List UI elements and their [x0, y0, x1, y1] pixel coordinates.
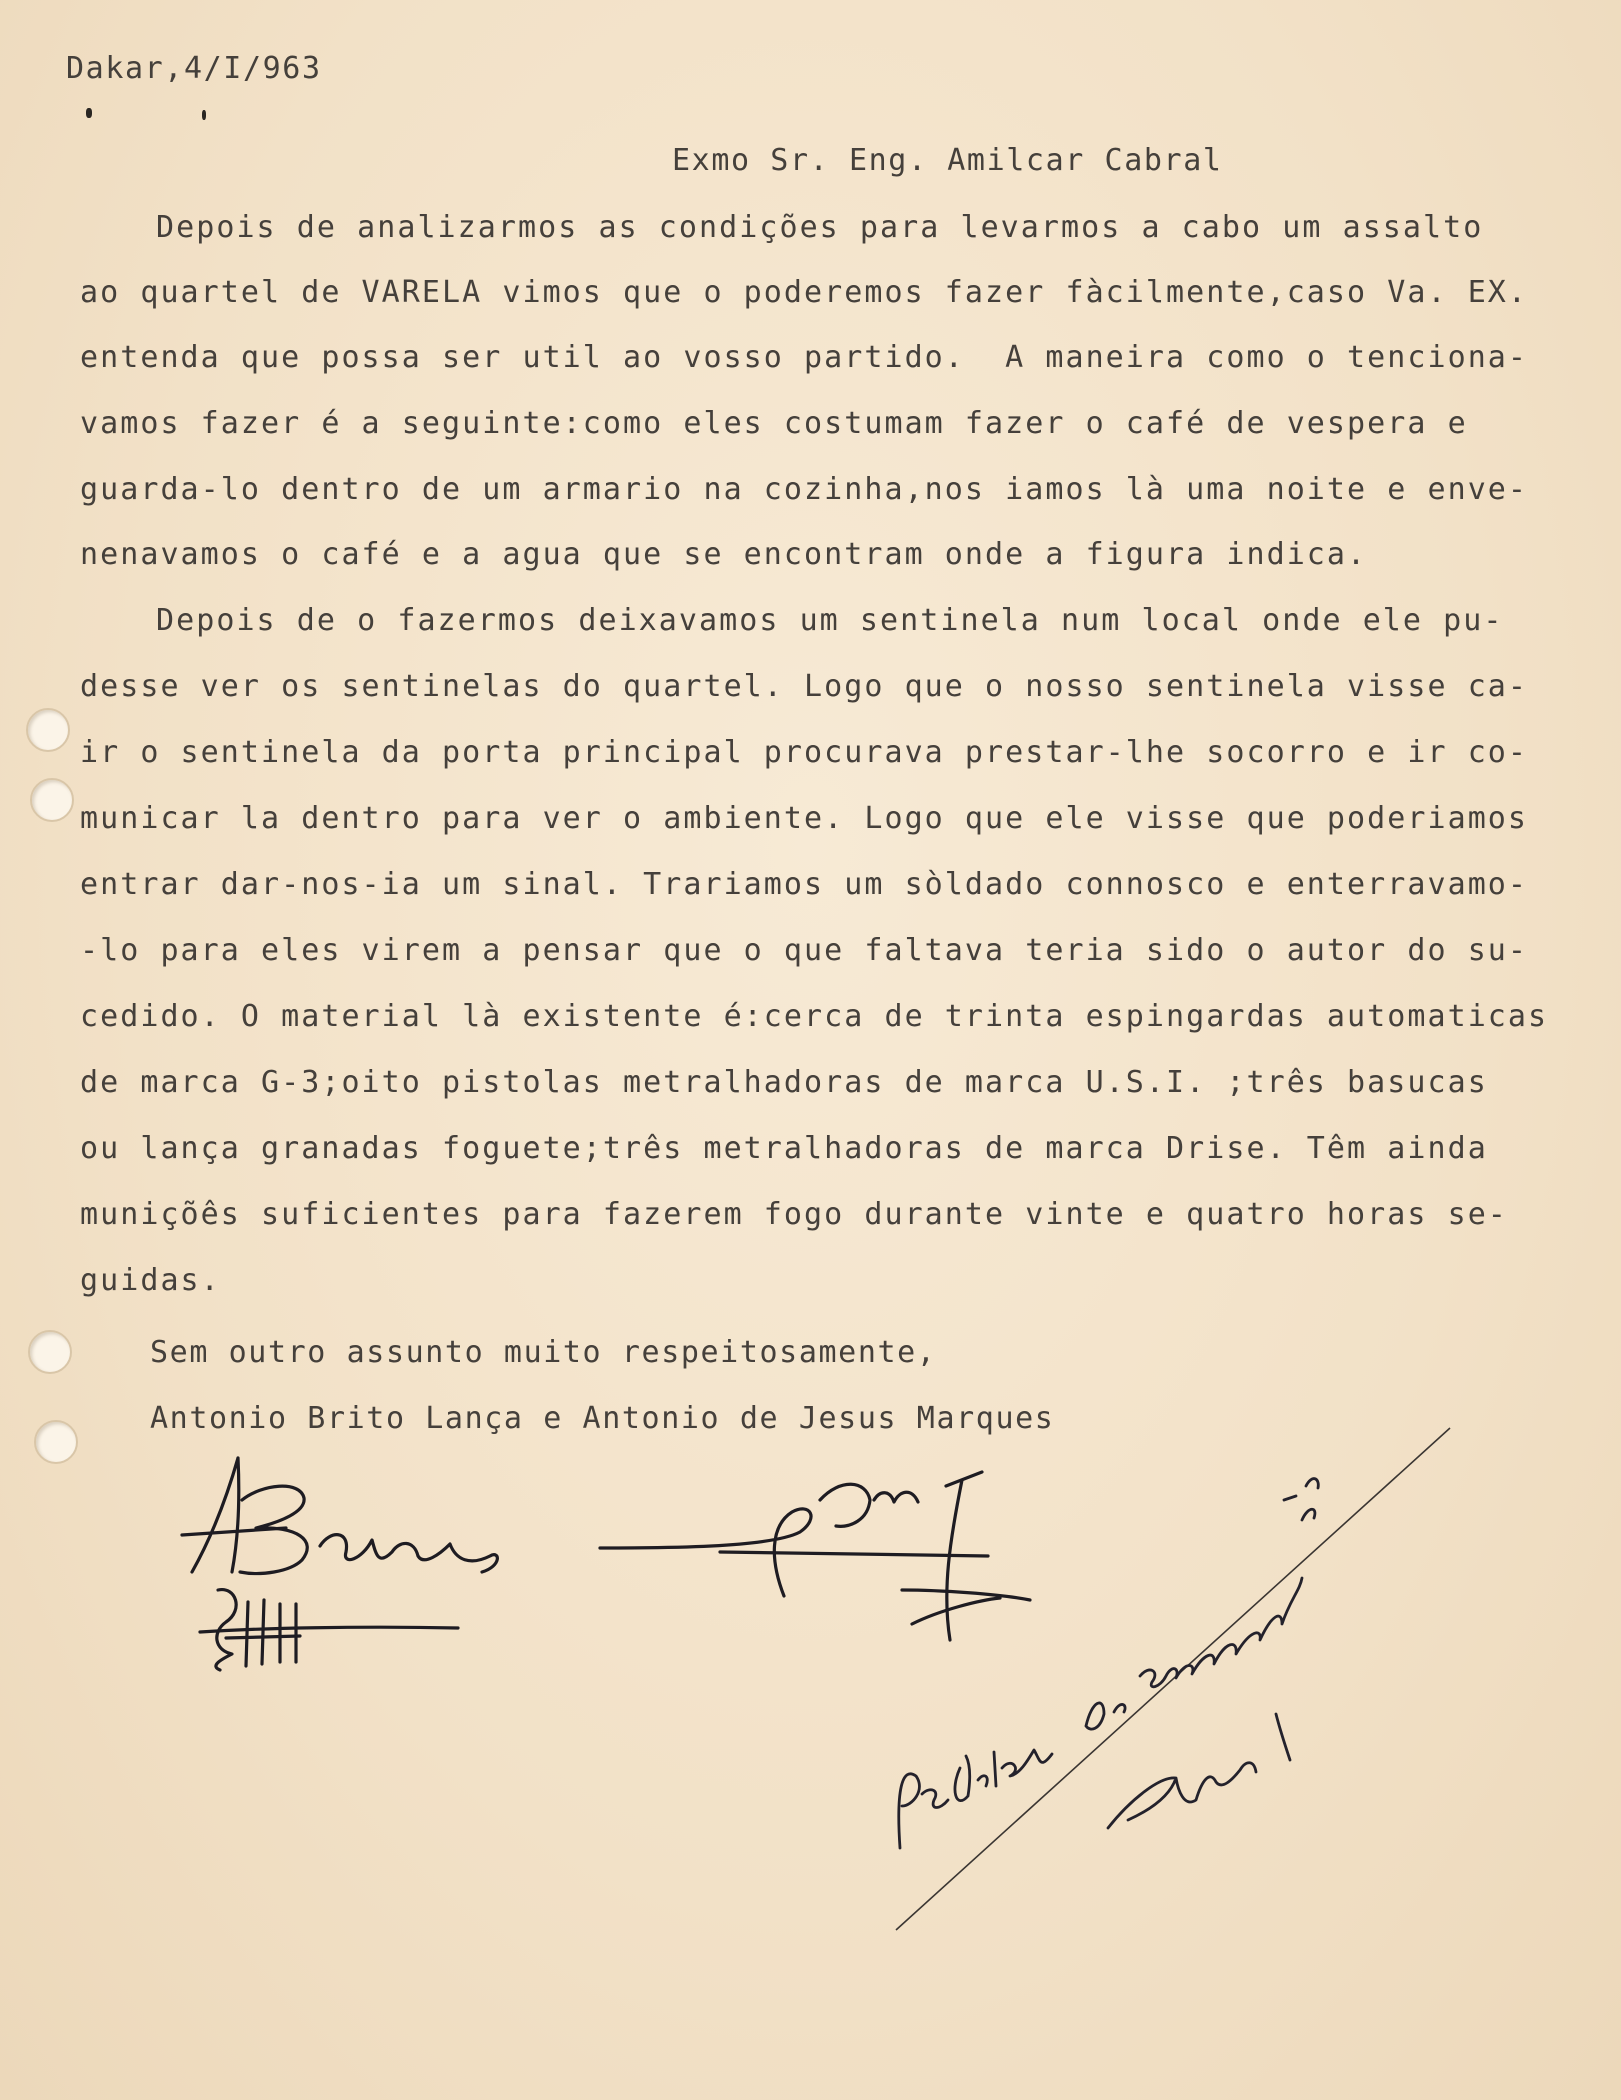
- body-line: guidas.: [80, 1263, 221, 1298]
- closing-line: Sem outro assunto muito respeitosamente,: [150, 1335, 937, 1370]
- body-line: desse ver os sentinelas do quartel. Logo que o nosso sentinela visse ca-: [80, 669, 1529, 704]
- addressee: Exmo Sr. Eng. Amilcar Cabral: [672, 143, 1223, 178]
- signature-lanca: [182, 1458, 497, 1670]
- body-line: -lo para eles virem a pensar que o que faltava teria sido o autor do su-: [80, 933, 1529, 968]
- letter-date: Dakar,4/I/963: [66, 51, 322, 86]
- body-line: cedido. O material là existente é:cerca de trinta espingardas automaticas: [80, 999, 1549, 1034]
- body-line: ou lança granadas foguete;três metralhadoras de marca Drise. Têm ainda: [80, 1131, 1488, 1166]
- body-line: guarda-lo dentro de um armario na cozinha,nos iamos là uma noite e enve-: [80, 472, 1529, 507]
- body-line: de marca G-3;oito pistolas metralhadoras de marca U.S.I. ;três basucas: [80, 1065, 1488, 1100]
- body-line: ao quartel de VARELA vimos que o poderemos fazer fàcilmente,caso Va. EX.: [80, 275, 1529, 310]
- diagonal-rule: [896, 1428, 1450, 1930]
- body-line: vamos fazer é a seguinte:como eles costumam fazer o café de vespera e: [80, 406, 1468, 441]
- body-line: nenavamos o café e a agua que se encontram onde a figura indica.: [80, 537, 1368, 572]
- signatories-line: Antonio Brito Lança e Antonio de Jesus Marques: [150, 1401, 1055, 1436]
- body-line: Depois de o fazermos deixavamos um sentinela num local onde ele pu-: [156, 603, 1504, 638]
- body-line: ir o sentinela da porta principal procurava prestar-lhe socorro e ir co-: [80, 735, 1529, 770]
- body-line: municar la dentro para ver o ambiente. Logo que ele visse que poderiamos: [80, 801, 1529, 836]
- handwritten-note: [899, 1479, 1319, 1848]
- body-line: muniçõês suficientes para fazerem fogo durante vinte e quatro horas se-: [80, 1197, 1508, 1232]
- body-line: Depois de analizarmos as condições para levarmos a cabo um assalto: [156, 210, 1484, 245]
- body-line: entrar dar-nos-ia um sinal. Trariamos um sòldado connosco e enterravamo-: [80, 867, 1529, 902]
- signature-marques: [600, 1472, 1030, 1640]
- body-line: entenda que possa ser util ao vosso partido. A maneira como o tenciona-: [80, 340, 1529, 375]
